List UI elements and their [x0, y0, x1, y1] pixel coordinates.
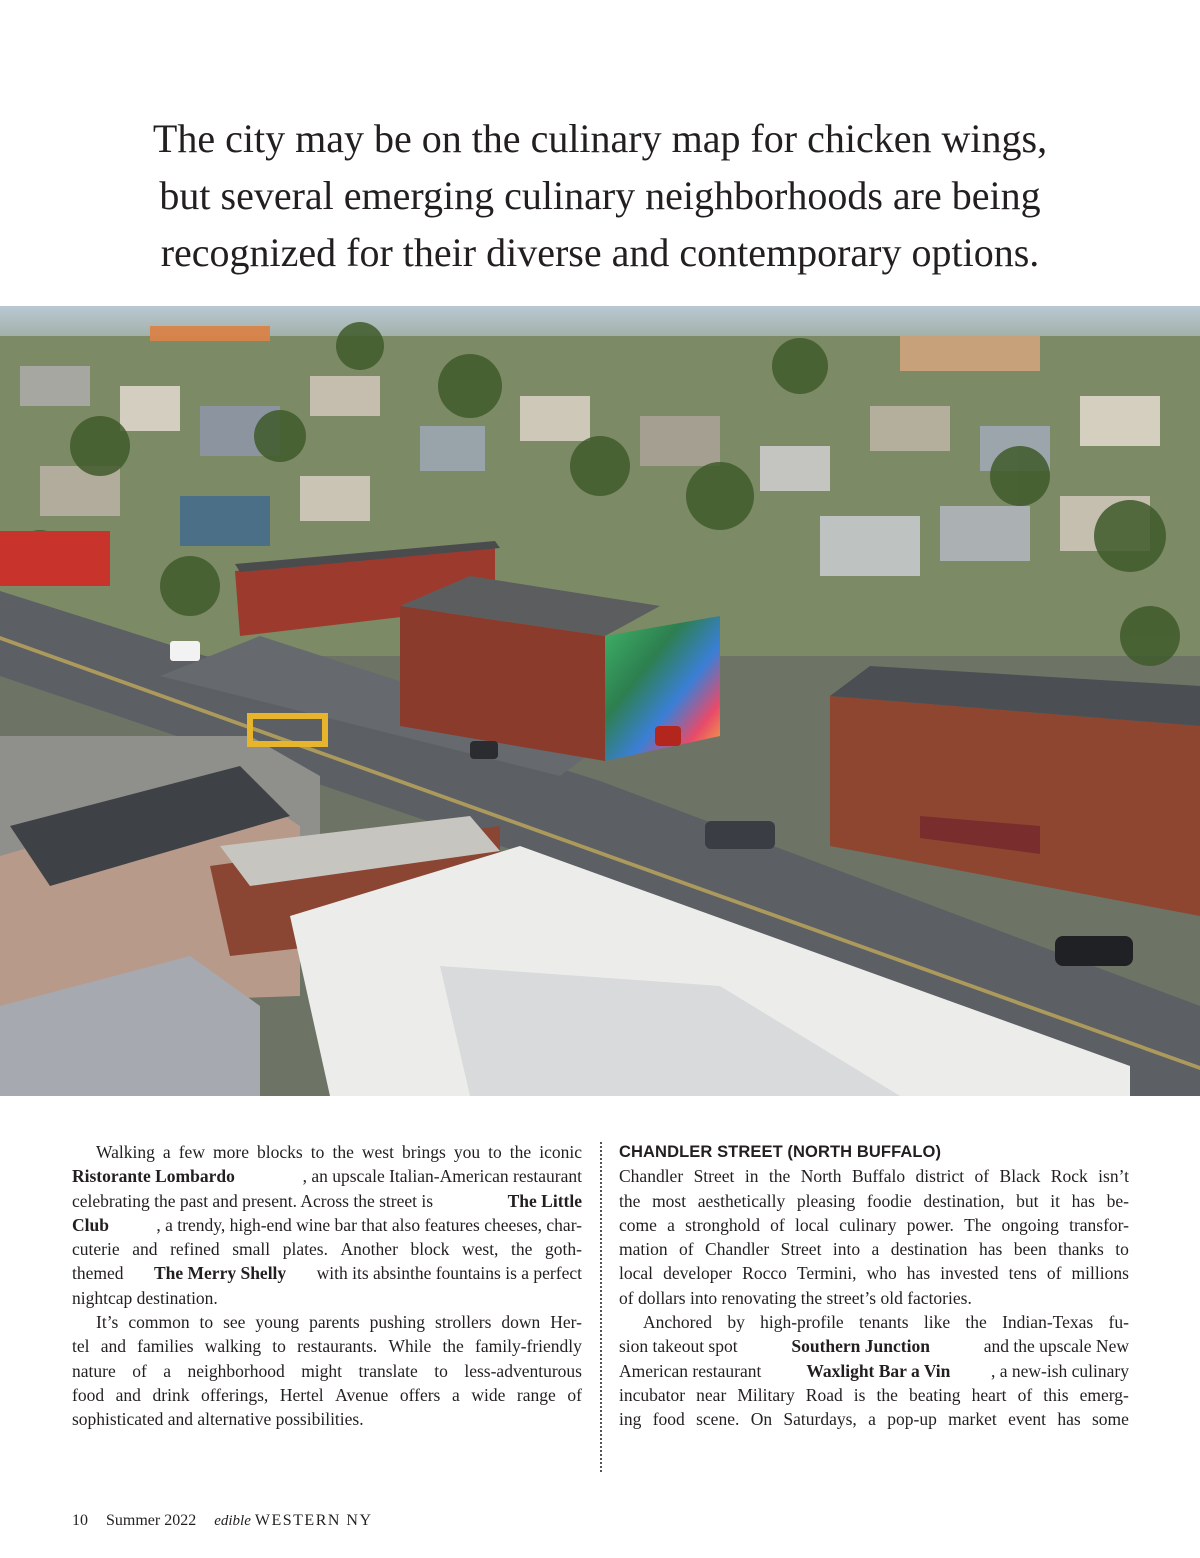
word: restaurants. — [297, 1336, 378, 1357]
word: Her- — [550, 1312, 582, 1333]
word: the — [509, 1142, 532, 1162]
word: pop-up — [887, 1409, 937, 1430]
text-run: , a trendy, high-end wine bar that also features cheeses, char- — [156, 1214, 582, 1235]
word: Walking — [96, 1142, 155, 1162]
word: of — [567, 1384, 582, 1405]
text-line — [72, 1164, 582, 1188]
word: a — [871, 1239, 880, 1260]
restaurant-name: The Merry Shelly — [153, 1263, 287, 1284]
word: come — [619, 1214, 657, 1235]
word: few — [178, 1142, 205, 1162]
brand-region: WESTERN NY — [254, 1512, 373, 1529]
word: mation — [619, 1239, 668, 1260]
text-line — [619, 1310, 1129, 1334]
text-line — [619, 1334, 1129, 1358]
word: Road — [805, 1384, 843, 1405]
word: Indian-Texas — [1002, 1312, 1094, 1333]
word: tens — [1008, 1263, 1037, 1284]
word: a — [163, 1360, 172, 1381]
word: food — [72, 1384, 105, 1405]
word: has — [978, 1239, 1003, 1260]
word: Chandler — [619, 1166, 684, 1187]
word: fu- — [1108, 1312, 1129, 1333]
word: family-friendly — [475, 1336, 582, 1357]
word: The — [964, 1214, 992, 1235]
word: be- — [1106, 1190, 1129, 1211]
word: of — [1046, 1263, 1062, 1284]
word: offers — [399, 1384, 441, 1405]
word: Buffalo — [851, 1166, 906, 1187]
word: young — [255, 1312, 300, 1333]
restaurant-name: The Little — [507, 1190, 582, 1211]
word: beating — [908, 1384, 961, 1405]
word: of — [770, 1214, 785, 1235]
text-run: American restaurant — [619, 1360, 766, 1381]
word: food — [652, 1409, 685, 1430]
text-line — [72, 1359, 582, 1383]
word: plates. — [282, 1239, 328, 1260]
restaurant-name: Waxlight Bar a Vin — [806, 1360, 951, 1381]
word: power. — [906, 1214, 954, 1235]
word: and — [100, 1336, 126, 1357]
word: Avenue — [335, 1384, 389, 1405]
aerial-photo-illustration — [0, 306, 1200, 1096]
issue-label: Summer 2022 — [106, 1512, 197, 1529]
word: It’s — [96, 1312, 119, 1333]
word: iconic — [539, 1142, 582, 1162]
word: scene. — [696, 1409, 740, 1430]
text-line — [72, 1286, 582, 1310]
text-line — [619, 1189, 1129, 1213]
word: the — [876, 1384, 898, 1405]
word: to — [488, 1142, 502, 1162]
word: isn’t — [1098, 1166, 1129, 1187]
word: west — [361, 1142, 394, 1162]
word: has — [906, 1263, 931, 1284]
word: culinary — [839, 1214, 897, 1235]
word: Hertel — [279, 1384, 324, 1405]
word: and — [115, 1384, 141, 1405]
word: transfor- — [1069, 1214, 1129, 1235]
word: common — [128, 1312, 190, 1333]
word: the — [619, 1190, 641, 1211]
word: see — [223, 1312, 246, 1333]
word: of — [679, 1239, 694, 1260]
word: less-adventurous — [464, 1360, 582, 1381]
word: it — [1050, 1190, 1060, 1211]
word: to — [1115, 1239, 1129, 1260]
word: strollers — [435, 1312, 492, 1333]
word: market — [948, 1409, 997, 1430]
word: you — [453, 1142, 481, 1162]
word: emerg- — [1079, 1384, 1129, 1405]
word: wide — [471, 1384, 506, 1405]
text-line — [72, 1407, 582, 1431]
word: is — [853, 1384, 866, 1405]
word: local — [619, 1263, 654, 1284]
word: has — [1057, 1409, 1081, 1430]
word: to — [272, 1336, 286, 1357]
word: might — [301, 1360, 343, 1381]
text-run: , an upscale Italian-American restaurant — [302, 1166, 582, 1187]
word: Termini, — [796, 1263, 857, 1284]
word: destination — [890, 1239, 968, 1260]
word: local — [794, 1214, 829, 1235]
restaurant-name: Southern Junction — [791, 1336, 930, 1357]
text-line — [619, 1407, 1129, 1431]
word: incubator — [619, 1384, 686, 1405]
body-column-right — [619, 1140, 1129, 1432]
word: to — [199, 1312, 214, 1333]
text-line — [72, 1213, 582, 1237]
word: Anchored — [643, 1312, 713, 1333]
text-run: themed — [72, 1263, 128, 1284]
word: in — [744, 1166, 759, 1187]
word: Street — [780, 1239, 822, 1260]
word: near — [696, 1384, 727, 1405]
word: district — [915, 1166, 965, 1187]
word: cuterie — [72, 1239, 120, 1260]
word: Chandler — [705, 1239, 770, 1260]
text-line — [72, 1334, 582, 1358]
word: refined — [170, 1239, 220, 1260]
text-line — [619, 1164, 1129, 1188]
word: tel — [72, 1336, 90, 1357]
pull-quote-line: but several emerging culinary neighborhoods are being — [159, 173, 1041, 218]
word: been — [1013, 1239, 1047, 1260]
word: most — [652, 1190, 687, 1211]
brand-edible: edible — [214, 1513, 251, 1529]
text-run: of dollars into renovating the street’s old factories. — [619, 1287, 972, 1308]
page-footer — [72, 1512, 387, 1530]
word: developer — [663, 1263, 733, 1284]
text-run: nightcap destination. — [72, 1287, 218, 1308]
red-storefront — [0, 531, 110, 586]
text-line — [619, 1261, 1129, 1285]
word: tenants — [859, 1312, 909, 1333]
word: a — [667, 1214, 675, 1235]
word: destination, — [923, 1190, 1005, 1211]
pull-quote — [90, 110, 1110, 281]
word: the — [332, 1142, 354, 1162]
word: North — [800, 1166, 842, 1187]
word: block — [410, 1239, 450, 1260]
text-line — [619, 1286, 1129, 1310]
word: event — [1008, 1409, 1046, 1430]
text-run: sion takeout spot — [619, 1336, 742, 1357]
word: down — [501, 1312, 541, 1333]
word: like — [923, 1312, 951, 1333]
word: Rock — [1050, 1166, 1088, 1187]
word: walking — [204, 1336, 262, 1357]
word: goth- — [545, 1239, 582, 1260]
word: Saturdays, — [783, 1409, 857, 1430]
text-line — [72, 1189, 582, 1213]
word: Another — [340, 1239, 398, 1260]
word: foodie — [866, 1190, 912, 1211]
word: high-profile — [760, 1312, 844, 1333]
text-run: sophisticated and alternative possibilities. — [72, 1409, 364, 1430]
word: to — [434, 1360, 448, 1381]
word: west, — [461, 1239, 499, 1260]
text-line — [72, 1237, 582, 1261]
text-line — [72, 1310, 582, 1334]
word: parents — [309, 1312, 360, 1333]
restaurant-name: Club — [72, 1214, 109, 1235]
word: by — [727, 1312, 745, 1333]
word: invested — [940, 1263, 999, 1284]
text-line — [619, 1213, 1129, 1237]
word: of — [132, 1360, 147, 1381]
body-column-left — [72, 1140, 582, 1432]
text-line — [619, 1359, 1129, 1383]
text-line — [72, 1261, 582, 1285]
word: translate — [358, 1360, 418, 1381]
word: the — [442, 1336, 464, 1357]
word: ongoing — [1001, 1214, 1059, 1235]
word: thanks — [1058, 1239, 1104, 1260]
word: millions — [1071, 1263, 1129, 1284]
word: the — [965, 1312, 987, 1333]
word: Street — [693, 1166, 735, 1187]
page-number: 10 — [72, 1512, 88, 1529]
text-run: , a new-ish culinary — [990, 1360, 1129, 1381]
text-line — [72, 1140, 582, 1164]
text-run: celebrating the past and present. Across the street is — [72, 1190, 438, 1211]
word: this — [1043, 1384, 1069, 1405]
word: families — [137, 1336, 194, 1357]
word: has — [1071, 1190, 1095, 1211]
word: but — [1016, 1190, 1039, 1211]
word: ing — [619, 1409, 642, 1430]
word: stronghold — [685, 1214, 760, 1235]
word: and — [132, 1239, 158, 1260]
restaurant-name: Ristorante Lombardo — [72, 1166, 235, 1187]
text-run: with its absinthe fountains is a perfect — [312, 1263, 582, 1284]
word: Black — [999, 1166, 1041, 1187]
word: blocks — [257, 1142, 303, 1162]
word: neighborhood — [187, 1360, 285, 1381]
word: While — [388, 1336, 432, 1357]
word: aesthetically — [697, 1190, 786, 1211]
text-line — [72, 1383, 582, 1407]
word: of — [1017, 1384, 1033, 1405]
word: into — [832, 1239, 861, 1260]
word: drink — [152, 1384, 190, 1405]
pull-quote-line: recognized for their diverse and contemporary options. — [160, 230, 1040, 275]
brick-row-right — [830, 696, 1200, 916]
word: Rocco — [742, 1263, 787, 1284]
word: a — [868, 1409, 876, 1430]
word: a — [162, 1142, 171, 1162]
word: a — [451, 1384, 460, 1405]
text-line — [619, 1383, 1129, 1407]
word: the — [511, 1239, 533, 1260]
aerial-street-photo — [0, 306, 1200, 1096]
word: nature — [72, 1360, 116, 1381]
word: Military — [737, 1384, 795, 1405]
word: offerings, — [201, 1384, 269, 1405]
column-divider — [600, 1142, 602, 1472]
word: of — [974, 1166, 990, 1187]
word: small — [232, 1239, 271, 1260]
word: brings — [402, 1142, 446, 1162]
word: the — [768, 1166, 791, 1187]
word: more — [213, 1142, 249, 1162]
word: On — [750, 1409, 773, 1430]
text-line — [619, 1237, 1129, 1261]
text-run: and the upscale New — [979, 1336, 1129, 1357]
word: pushing — [369, 1312, 426, 1333]
word: pleasing — [796, 1190, 856, 1211]
word: to — [310, 1142, 325, 1162]
word: some — [1091, 1409, 1129, 1430]
word: heart — [971, 1384, 1007, 1405]
word: who — [866, 1263, 897, 1284]
pull-quote-line: The city may be on the culinary map for chicken wings, — [152, 116, 1048, 161]
section-heading: CHANDLER STREET (NORTH BUFFALO) — [619, 1143, 942, 1161]
word: range — [516, 1384, 556, 1405]
